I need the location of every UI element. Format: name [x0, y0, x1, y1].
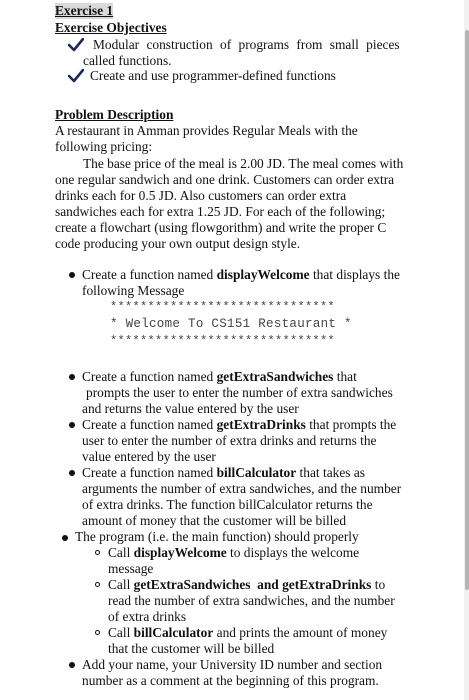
subtask-3-line-1: Call billCalculator and prints the amount of money — [108, 625, 388, 640]
banner-message: * Welcome To CS151 Restaurant * — [110, 317, 352, 331]
check-icon — [68, 38, 84, 52]
bullet-icon — [69, 470, 75, 476]
subtask-2-line-1: Call getExtraSandwiches and getExtraDrinks to — [108, 577, 386, 592]
task-6-line-2: number as a comment at the beginning of this program. — [82, 673, 379, 688]
subtask-1-line-2: message — [108, 561, 154, 576]
subtask-1-line-1: Call displayWelcome to displays the welcome — [108, 545, 360, 560]
scrollbar-thumb[interactable] — [465, 30, 469, 590]
objective-1-line-2: called functions. — [83, 53, 172, 68]
exercise-title: Exercise 1 — [55, 3, 114, 18]
problem-heading: Problem Description — [55, 107, 174, 122]
task-2-line-1: Create a function named getExtraSandwiches that — [82, 369, 357, 384]
task-4-line-3: of extra drinks. The function billCalculator returns the — [82, 497, 373, 512]
banner-stars-bottom: ****************************** — [110, 334, 336, 348]
problem-paragraph-line-4: sandwiches each for extra 1.25 JD. For each of the following; — [55, 204, 386, 219]
task-6-line-1: Add your name, your University ID number and section — [82, 657, 383, 672]
objective-2-line-1: Create and use programmer-defined functions — [90, 68, 336, 83]
subtask-3-line-2: that the customer will be billed — [108, 641, 275, 656]
problem-paragraph-line-2: one regular sandwich and one drink. Customers can order extra — [55, 172, 395, 187]
task-1-line-1: Create a function named displayWelcome that displays the — [82, 267, 400, 282]
problem-paragraph-line-3: drinks each for 0.5 JD. Also customers can order extra — [55, 188, 347, 203]
bullet-icon — [69, 272, 75, 278]
circle-bullet-icon — [95, 550, 100, 555]
task-5-line-1: The program (i.e. the main function) should properly — [75, 529, 359, 544]
bullet-icon — [69, 374, 75, 380]
problem-paragraph-line-5: create a flowchart (using flowgorithm) and write the proper C — [55, 220, 387, 235]
check-icon — [68, 69, 84, 83]
task-4-line-1: Create a function named billCalculator that takes as — [82, 465, 365, 480]
objective-1-line-1: Modular construction of programs from small pieces — [93, 37, 400, 52]
task-1-line-2: following Message — [82, 283, 185, 298]
bullet-icon — [62, 535, 68, 541]
problem-intro-line-1: A restaurant in Amman provides Regular Meals with the — [55, 123, 358, 138]
problem-intro-line-2: following pricing: — [55, 139, 153, 154]
task-4-line-2: arguments the number of extra sandwiches, and the number — [82, 481, 402, 496]
banner-stars-top: ****************************** — [110, 300, 336, 314]
task-2-line-3: and returns the value entered by the user — [82, 401, 299, 416]
problem-paragraph-line-6: code producing your own output design style. — [55, 236, 301, 251]
task-4-line-4: amount of money that the customer will be billed — [82, 513, 347, 528]
task-3-line-3: value entered by the user — [82, 449, 216, 464]
subtask-2-line-2: read the number of extra sandwiches, and the number — [108, 593, 395, 608]
bullet-icon — [69, 662, 75, 668]
task-2-line-2: prompts the user to enter the number of extra sandwiches — [86, 385, 393, 400]
subtask-2-line-3: of extra drinks — [108, 609, 187, 624]
objectives-heading: Exercise Objectives — [55, 20, 167, 35]
circle-bullet-icon — [95, 630, 100, 635]
task-3-line-1: Create a function named getExtraDrinks that prompts the — [82, 417, 397, 432]
circle-bullet-icon — [95, 582, 100, 587]
problem-paragraph-line-1: The base price of the meal is 2.00 JD. The meal comes with — [83, 156, 404, 171]
bullet-icon — [69, 422, 75, 428]
task-3-line-2: user to enter the number of extra drinks and returns the — [82, 433, 377, 448]
